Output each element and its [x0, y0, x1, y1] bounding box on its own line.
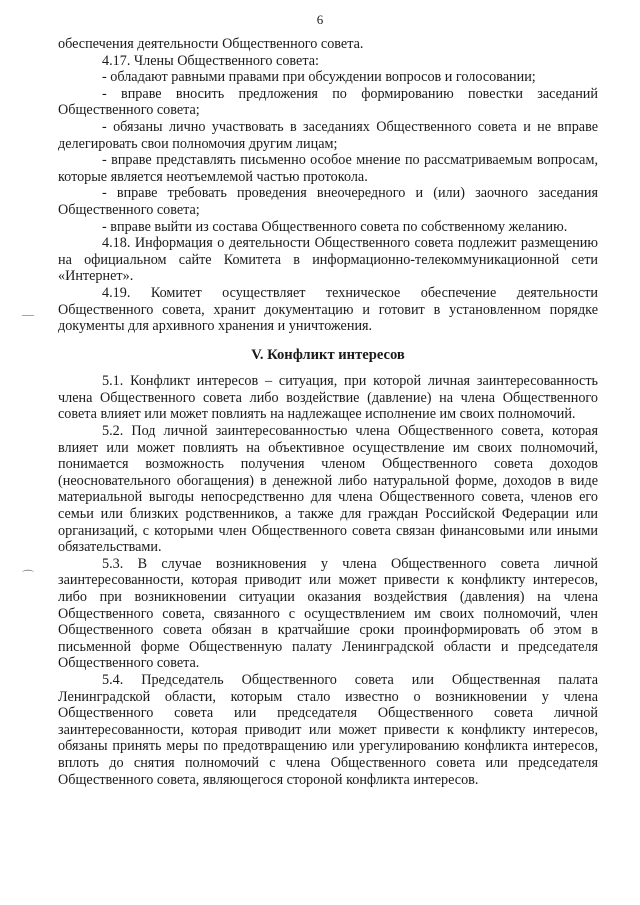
document-body [58, 36, 598, 788]
paragraph: - обязаны лично участвовать в заседаниях Общественного совета и не вправе делегировать свои полномочия другим лицам; [58, 118, 598, 152]
paragraph: - вправе требовать проведения внеочередного и (или) заочного заседания Общественного совета; [58, 185, 598, 218]
paragraph: 5.4. Председатель Общественного совета или Общественная палата Ленинградской области, которым стало известно о возникновении у члена Общественного совета или председателя Общественного совета личной заинтересованности, которая приводит или может привести к конфликту интересов, обязаны принять меры по предотвращению или урегулированию конфликта интересов, вплоть до снятия полномочий с члена Общественного совета или председателя Общественного совета, являющегося стороной конфликта интересов. [58, 671, 598, 788]
paragraph: 4.19. Комитет осуществляет техническое обеспечение деятельности Общественного совета, хранит документацию и готовит в установленном порядке документы для архивного хранения и уничтожения. [58, 284, 598, 335]
paragraph: - вправе представлять письменно особое мнение по рассматриваемым вопросам, которые является неотъемлемой частью протокола. [58, 152, 598, 185]
margin-mark: — [22, 307, 34, 321]
paragraph: обеспечения деятельности Общественного совета. [58, 36, 364, 52]
paragraph: 4.17. Члены Общественного совета: [102, 52, 319, 69]
paragraph: - вправе выйти из состава Общественного совета по собственному желанию. [102, 218, 568, 235]
paragraph: 5.2. Под личной заинтересованностью члена Общественного совета, которая влияет или может повлиять на объективное осуществление им своих полномочий, понимается возможность получения членом Общественного совета доходов (неосновательного обогащения) в денежной либо натуральной форме, доходов в виде материальной выгоды непосредственно для члена Общественного совета, членов его семьи или близких родственников, а также для граждан Российской Федерации или организаций, с которыми член Общественного совета связан финансовыми или иными обязательствами. [58, 423, 598, 556]
paragraph: 5.3. В случае возникновения у члена Общественного совета личной заинтересованности, которая приводит или может привести к конфликту интересов, либо при возникновении ситуации оказания воздействия (давления) на члена Общественного совета, связанного с осуществлением им своих полномочий, член Общественного совета обязан в кратчайшие сроки проинформировать об этом в письменной форме Общественную палату Ленинградской области и председателя Общественного совета. [58, 555, 598, 672]
margin-mark: ⌒ [22, 569, 35, 583]
paragraph: 4.18. Информация о деятельности Общественного совета подлежит размещению на официальном сайте Комитета в информационно-телекоммуникационной сети «Интернет». [58, 235, 598, 285]
paragraph: - вправе вносить предложения по формированию повестки заседаний Общественного совета; [58, 85, 598, 119]
section-heading: V. Конфликт интересов [251, 346, 405, 363]
paragraph: 5.1. Конфликт интересов – ситуация, при которой личная заинтересованность члена Общественного совета либо воздействие (давление) на члена Общественного совета влияет или может повлиять на надлежащее исполнение им своих полномочий. [58, 373, 598, 423]
paragraph: - обладают равными правами при обсуждении вопросов и голосовании; [102, 69, 536, 86]
page-number: 6 [316, 12, 324, 27]
